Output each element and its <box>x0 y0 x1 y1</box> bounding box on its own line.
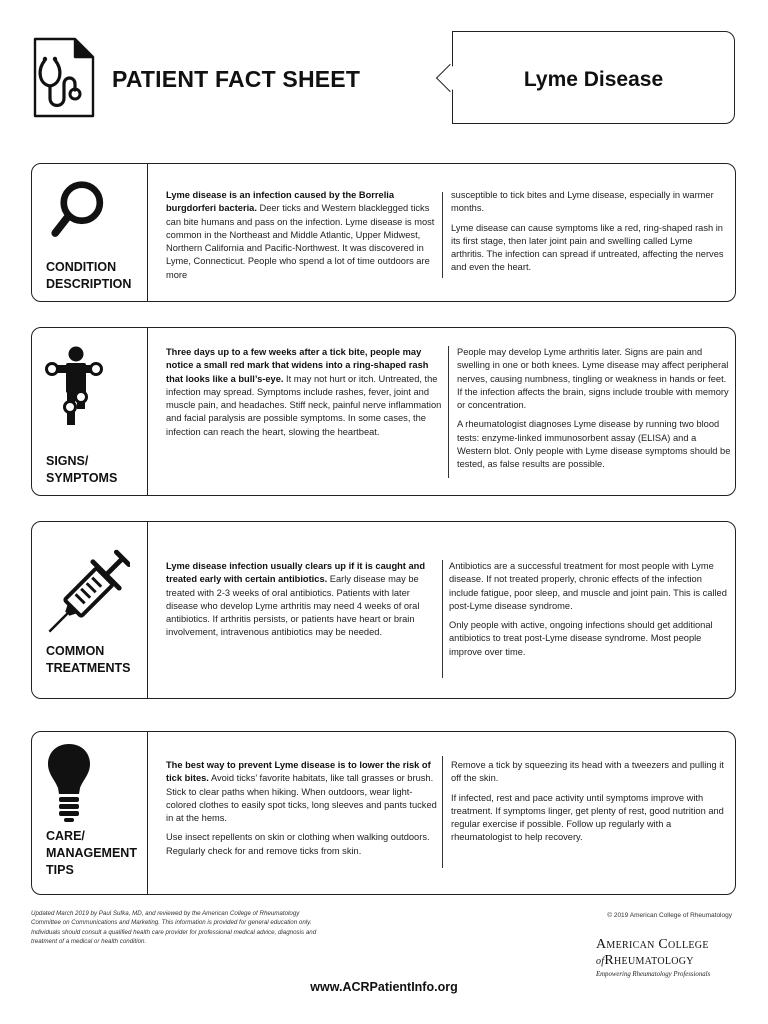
section-label-line: DESCRIPTION <box>46 277 132 291</box>
light-bulb-icon <box>44 742 94 826</box>
section-label-line: TIPS <box>46 863 74 877</box>
left-column-text <box>166 759 438 858</box>
section-signs-symptoms <box>31 327 736 496</box>
paragraph-text: People may develop Lyme arthritis later. Signs are pain and swelling in one or both knees. Lyme disease may affect peripheral nerves, causing numbness, tingling or weakness in hands or feet. If the infection affects the brain, signs include trouble with memory or concentration. <box>457 347 729 411</box>
person-joints-icon <box>44 344 104 430</box>
paragraph-text: Remove a tick by squeezing its head with a tweezers and pulling it off the skin. <box>451 760 724 784</box>
right-column-text <box>451 759 729 845</box>
paragraph-text: It may not hurt or itch. Untreated, the infection may spread. Symptoms include rashes, fever, joint and muscle pain, and headaches. Stiff neck, painful nerve inflammation and facial paralysis are possible symptoms. In some cases, the infection can reach the heart, slowing the heartbeat. <box>166 373 442 437</box>
left-column-text <box>166 560 436 640</box>
lead-sentence: Three days up to a few weeks after a tick bite, people may notice a small red mark that widens into a ring-shaped rash that looks like a bull’s-eye. <box>166 347 429 384</box>
stethoscope-document-icon <box>31 36 95 120</box>
disease-title-box <box>452 31 735 124</box>
lead-sentence: The best way to prevent Lyme disease is to lower the risk of tick bites. <box>166 760 431 784</box>
section-label-line: COMMON <box>46 644 105 658</box>
logo-tagline: Empowering Rheumatology Professionals <box>596 971 711 978</box>
paragraph-text: Deer ticks and Western blacklegged ticks can bite humans and pass on the infection. Lyme disease is most common in the Northeast and Middle Atlantic, Upper Midwest, Northern California and Pacific-Northwest. It was discovered in Lyme, Connecticut. People who spend a lot of time outdoors are more <box>166 203 435 280</box>
section-label-line: TREATMENTS <box>46 661 131 675</box>
disease-title: Lyme Disease <box>523 68 664 91</box>
section-care-management-tips <box>31 731 736 895</box>
paragraph-text: Use insect repellents on skin or clothing when walking outdoors. Regularly check for and remove ticks from skin. <box>166 832 430 856</box>
logo-line-2 <box>596 953 734 969</box>
copyright-notice: © 2019 American College of Rheumatology <box>607 912 732 919</box>
paragraph-text: Avoid ticks’ favorite habitats, like tall grasses or brush. Stick to clear paths when hiking. When outdoors, wear light-colored clothes to easily spot ticks, long sleeves and pants tucked in at the hems. <box>166 773 437 824</box>
paragraph-text: Early disease may be treated with 2-3 weeks of oral antibiotics. Patients with later disease who develop Lyme arthritis may need 4 weeks of oral antibiotics. If arthritis persists, or patients have heart or brain involvement, intravenous antibiotics may be needed. <box>166 574 420 638</box>
section-condition-description <box>31 163 736 302</box>
paragraph-text: Lyme disease can cause symptoms like a red, ring-shaped rash in its first stage, then later joint pain and swelling called Lyme arthritis. The infection can spread if untreated, affecting the nerves and even the heart. <box>451 222 724 273</box>
syringe-icon <box>42 546 130 644</box>
logo-line-1: American College <box>596 937 709 952</box>
left-column-text <box>166 346 442 439</box>
left-column-text <box>166 189 436 282</box>
paragraph-text: Antibiotics are a successful treatment for most people with Lyme disease. If not treated properly, chronic effects of the infection include fatigue, poor sleep, and muscle and joint pain. This is called post-Lyme disease syndrome. <box>449 561 727 611</box>
footer-disclaimer: Updated March 2019 by Paul Sufka, MD, and reviewed by the American College of Rheumatology Committee on Communications and Marketing. This information is provided for general education only. Individuals should consult a qualified health care provider for professional medical advice, diagnosis and treatment of a medical or health condition. <box>31 910 317 946</box>
right-column-text <box>451 189 726 275</box>
right-column-text <box>449 560 727 659</box>
section-label-line: CARE/ <box>46 829 85 843</box>
right-column-text <box>457 346 732 472</box>
acr-logo <box>596 937 734 978</box>
paragraph-text: susceptible to tick bites and Lyme disease, especially in warmer months. <box>451 190 714 214</box>
paragraph-text: A rheumatologist diagnoses Lyme disease by running two blood tests: enzyme-linked immunosorbent assay (ELISA) and a Western blot. Only people with Lyme disease symptoms should be tested, as false results are possible. <box>457 419 731 470</box>
section-common-treatments <box>31 521 736 699</box>
lead-sentence: Lyme disease is an infection caused by the Borrelia burgdorferi bacteria. <box>166 190 395 214</box>
magnifying-glass-icon <box>48 178 108 254</box>
section-label-line: CONDITION <box>46 260 117 274</box>
logo-of: of <box>596 956 605 967</box>
logo-rheumatology: Rheumatology <box>604 953 694 968</box>
page-title: PATIENT FACT SHEET <box>112 66 361 92</box>
section-label-line: SIGNS/ <box>46 454 89 468</box>
website-link[interactable]: www.ACRPatientInfo.org <box>310 980 458 994</box>
section-label-line: MANAGEMENT <box>46 846 137 860</box>
paragraph-text: If infected, rest and pace activity until symptoms improve with treatment. If symptoms linger, get plenty of rest, good nutrition and regular exercise if possible. Follow up regularly with a rheumatologist to help recovery. <box>451 792 724 843</box>
lead-sentence: Lyme disease infection usually clears up if it is caught and treated early with certain antibiotics. <box>166 561 426 585</box>
section-label-line: SYMPTOMS <box>46 471 118 485</box>
paragraph-text: Only people with active, ongoing infections should get additional antibiotics to treat post-Lyme disease syndrome. Most people improve over time. <box>449 620 713 657</box>
